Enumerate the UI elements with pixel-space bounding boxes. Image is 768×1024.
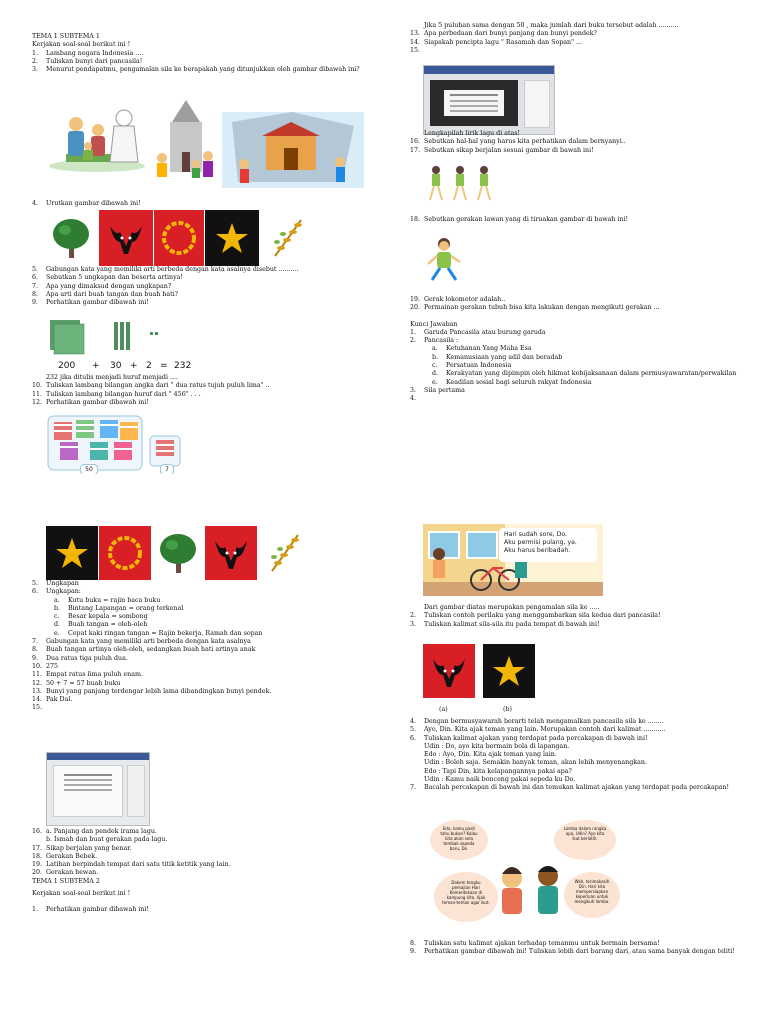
answer-16a: 16. a. Panjang dan pendek irama lagu.: [32, 828, 157, 835]
key-1: 1. Garuda Pancasila atau burung garuda: [410, 328, 546, 336]
question-20: 20. Permainan gerakan tubuh bisa kita lakukan dengan mengikuti gerakan ...: [410, 304, 660, 312]
answer-20: 20. Gerakan hewan.: [32, 869, 99, 877]
bubble-2: Dokem tengku pemajian Hari Kemerdekaan di kampung kita. Ajak teman-teman agar ikut.: [434, 872, 498, 922]
rice-cotton-symbol-2: [258, 526, 310, 580]
question-1: 1. Lambang negara Indonesia ....: [32, 49, 144, 57]
question-13: 13. Apa perbedaan dari bunyi panjang dan bunyi pendek?: [410, 30, 597, 38]
answer-6b: b. Bintang Lapangan = orang terkenal: [54, 604, 184, 612]
speech-line-1: Hari sudah sore, Do.: [504, 531, 567, 538]
question-4: 4. Urutkan gambar dibawah ini!: [32, 200, 141, 207]
question-14: 14. Siapakah pencipta lagu " Rasamah dan Sopan" ...: [410, 38, 583, 46]
speech-line-3: Aku harus beribadah.: [504, 547, 571, 554]
banyan-tree-symbol-2: [152, 526, 204, 580]
question-6: 6. Sebutkan 5 ungkapan dan beserta artinya!: [32, 274, 183, 282]
prayer-illustration: [46, 96, 148, 174]
star-symbol-2: [46, 526, 98, 580]
chain-symbol-2: [99, 526, 151, 580]
conversation-illustration: [430, 820, 620, 930]
answer-6a: a. Kutu buku = rajin baca buku: [54, 596, 161, 604]
pv-plus-2: +: [130, 361, 138, 371]
answer-9: 9. Dua ratus tiga puluh dua.: [32, 654, 128, 662]
pv-tens: 30: [110, 361, 122, 371]
answer-19: 19. Latihan berpindah tempat dari satu titik ketitik yang lain.: [32, 861, 231, 869]
answer-16b: b. Ismah dan buat gerakan pada lagu.: [46, 836, 168, 844]
kids-bicycle-scene: [423, 524, 603, 596]
question-17: 17. Sebutkan sikap berjalan sesuai gambar di bawah ini!: [410, 146, 594, 154]
star-symbol: [205, 210, 259, 266]
place-value-equation: [58, 362, 198, 370]
question-3: 3. Menurut pendapatmu, pengamalan sila ke berapakah yang ditunjukkan oleh gambar dibawah ini?: [32, 66, 360, 74]
key-3: 3. Sila pertama: [410, 386, 465, 394]
right-top-column-c: [410, 216, 760, 224]
answer-12: 12. 50 + 7 = 57 buah buku: [32, 679, 121, 687]
answer-15: 15.: [32, 704, 43, 712]
answer-key-title: Kunci Jawaban: [410, 320, 458, 328]
dialog-line-5: Udin : Kamu naik bonceng pakai sepeda ku Do.: [424, 776, 576, 784]
key-2b: b. Kemanusiaan yang adil dan beradab: [432, 353, 563, 361]
pv-total: 232: [174, 361, 192, 371]
subtema2-question-5: 5. Ayo, Din. Kita ajak teman yang lain. Merupakan contoh dari kalimat ...........: [410, 726, 666, 734]
dialog-line-3: Udin : Boleh saja. Semakin banyak teman, akan lebih menyenangkan.: [424, 759, 647, 767]
answer-5: 5. Ungkapan: [32, 580, 79, 587]
answer-13: 13. Bunyi yang panjang terdengar lebih lama dibandingkan bunyi pendek.: [32, 687, 272, 695]
question-9-note: 232 jika ditulis menjadi huruf menjadi ....: [46, 374, 178, 381]
book-label-7: 7: [160, 464, 174, 474]
question-15-note: Lengkapilah lirik lagu di atas!: [424, 130, 521, 137]
left-top-column-b: [32, 200, 382, 208]
sila-symbols-ab: [423, 644, 543, 716]
left-top-column-c: [32, 266, 392, 307]
chain-symbol: [154, 210, 204, 266]
question-12-cont: Jika 5 puluhan sama dengan 50 , maka jumlah dari buku tersebut adalah ..........: [424, 22, 679, 29]
subtema2-question-3: 3. Tuliskan kalimat sila-sila itu pada tempat di bawah ini!: [410, 620, 600, 628]
right-bottom-column: [410, 604, 760, 629]
song-lyric-screenshot: [423, 65, 555, 135]
key-4: 4.: [410, 395, 417, 403]
question-18: 18. Sebutkan gerakan lawan yang di tiruakan gambar di bawah ini!: [410, 216, 629, 223]
key-2d: d. Kerakyatan yang dipimpin oleh hikmat kebijaksanaan dalam permusyawaratan/perwakilan: [432, 370, 737, 378]
instruction: Kerjakan soal-soal berikut ini !: [32, 41, 131, 49]
subtema2-question-2: 2. Tuliskan contoh perilaku yang menggambarkan sila kedua dari pancasila!: [410, 612, 661, 620]
pv-hundreds: 200: [58, 361, 76, 371]
question-19: 19. Gerak lokomotor adalah..: [410, 296, 506, 303]
bubble-1: Edo, kamu pasti tahu bukan? Kalau kita akan sela tembak sepeda baru, Do.: [430, 820, 488, 860]
answer-14: 14. Pak Dal.: [32, 696, 73, 704]
bull-head-symbol-a: [423, 644, 475, 698]
answer-6: 6. Ungkapan:: [32, 588, 81, 596]
answer-6e: e. Cepat kaki ringan tangan = Rajin bekerja, Ramah dan sopan: [54, 629, 263, 637]
answer-6d: d. Buah tangan = oleh-oleh: [54, 621, 148, 629]
subtema2-question-6: 6. Tuliskan kalimat ajakan yang terdapat pada percakapan di bawah ini!: [410, 734, 648, 742]
bubble-4: Wah, terimakasih Din. Hari kita mempersiapkan keperluan untuk mengikuti lomba.: [564, 872, 620, 918]
answer-10: 10. 275: [32, 662, 59, 670]
answer-17: 17. Sikap berjalan yang benar.: [32, 844, 132, 852]
label-a: (a): [439, 706, 448, 713]
answer-song-screenshot: [46, 752, 150, 826]
dialog-line-4: Edo : Tapi Din, kita kelapangannya pakai apa?: [424, 767, 572, 775]
question-16: 16. Sebutkan hal-hal yang harus kita perhatikan dalam bernyanyi..: [410, 138, 626, 146]
pv-equals: =: [160, 361, 168, 371]
answer-11: 11. Empat ratus lima puluh enam.: [32, 671, 143, 679]
right-top-column-d: [410, 296, 760, 404]
question-7: 7. Apa yang dimaksud dengan ungkapan?: [32, 282, 172, 290]
bull-head-symbol: [99, 210, 153, 266]
subtema2-question-8: 8. Tuliskan satu kalimat ajakan terhadap temanmu untuk bermain bersama!: [410, 940, 660, 947]
question-2: 2. Tuliskan bunyi dari pancasila!: [32, 57, 143, 65]
right-bottom-column-b: [410, 718, 760, 793]
answer-8: 8. Buah tangan artinya oleh-oleh, sedangkan buah hati artinya anak: [32, 646, 256, 654]
bull-head-symbol-2: [205, 526, 257, 580]
question-11: 11. Tuliskan lambang bilangan huruf dari " 456" . . .: [32, 390, 201, 398]
rice-cotton-symbol: [260, 210, 314, 266]
answer-18: 18. Gerakan Bebek.: [32, 852, 98, 860]
walking-kids-illustration: [424, 164, 496, 206]
pv-plus-1: +: [92, 361, 100, 371]
subtema2-question-7: 7. Bacalah percakapan di bawah ini dan temukan kalimat ajakan yang terdapat pada percakapan!: [410, 784, 730, 792]
right-top-column: [410, 22, 760, 55]
subtema2-question-9: 9. Perhatikan gambar dibawah ini! Tuliskan lebih dari barang dari, atau sama banyak dengan teliti!: [410, 948, 735, 956]
bubble-3: Lomba dalam rangka apa, Udin? Ayo kita ikut berlatih.: [554, 820, 616, 860]
question-5: 5. Gabungan kata yang memiliki arti berbeda dengan kata asalnya disebut ..........: [32, 266, 299, 273]
key-2: 2. Pancasila :: [410, 337, 459, 345]
question-8: 8. Apa arti dari buah tangan dan buah hati?: [32, 290, 179, 298]
subtema2-question-1-cont: Dari gambar diatas merupakan pengamalan sila ke .....: [424, 604, 600, 611]
pancasila-symbols-row-1: [44, 210, 314, 266]
left-top-column: [32, 33, 382, 74]
duck-walk-kid-illustration: [422, 236, 466, 286]
key-2e: e. Keadilan sosial bagi seluruh rakyat Indonesia: [432, 378, 592, 386]
temple-illustration: [222, 112, 364, 188]
answer-7: 7. Gabungan kata yang memiliki arti berbeda dengan kata asalnya: [32, 638, 251, 646]
section-title: TEMA 1 SUBTEMA 1: [32, 33, 100, 40]
question-9: 9. Perhatikan gambar dibawah ini!: [32, 299, 149, 307]
question-12: 12. Perhatikan gambar dibawah ini!: [32, 398, 149, 406]
right-bottom-column-c: [410, 940, 760, 957]
pv-ones: 2: [146, 361, 152, 371]
question-10: 10. Tuliskan lambang bilangan angka dari " dua ratus tujuh puluh lima" ..: [32, 382, 270, 390]
subtema2-question-4: 4. Dengan bermusyawarah berarti telah mengamalkan pancasila sila ke ........: [410, 718, 664, 725]
label-b: (b): [503, 706, 512, 713]
left-top-column-d: [32, 374, 392, 407]
book-label-50: 50: [80, 464, 98, 474]
pancasila-symbols-row-2: [46, 526, 316, 580]
banyan-tree-symbol: [44, 210, 98, 266]
answer-6c: c. Besar kepala = sombong: [54, 613, 148, 621]
instruction-2: Kerjakan soal-soal berikut ini !: [32, 890, 131, 898]
key-2a: a. Ketuhanan Yang Maha Esa: [432, 345, 532, 353]
right-top-column-b: [410, 130, 760, 155]
star-symbol-b: [483, 644, 535, 698]
church-illustration: [152, 96, 220, 184]
section-title-2: TEMA 1 SUBTEMA 2: [32, 877, 100, 885]
subtema2-question-1: 1. Perhatikan gambar dibawah ini!: [32, 906, 149, 914]
dialog-line-1: Udin : Do, ayo kita bermain bola di lapangan.: [424, 742, 570, 750]
question-15: 15.: [410, 46, 421, 54]
key-2c: c. Persatuan Indonesia: [432, 362, 512, 370]
speech-line-2: Aku permisi pulang, ya.: [504, 539, 577, 546]
left-bottom-column-b: [32, 828, 392, 915]
left-bottom-column: [32, 580, 392, 713]
dialog-line-2: Edo : Ayo, Din. Kita ajak teman yang lain.: [424, 751, 557, 759]
speech-bubble: [499, 528, 597, 562]
book-stacks-illustration: [46, 414, 196, 474]
